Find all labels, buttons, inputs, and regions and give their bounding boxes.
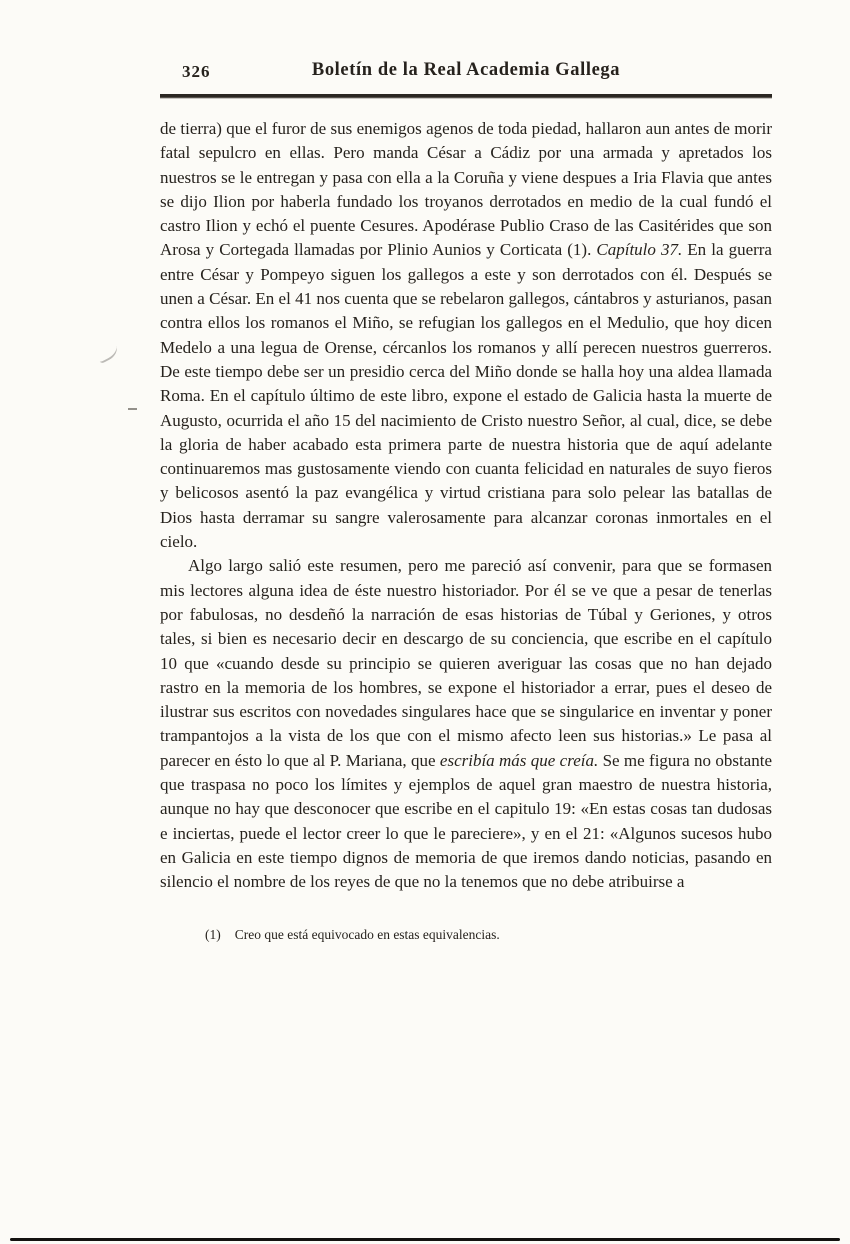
header-rule xyxy=(160,94,772,98)
body-text xyxy=(160,117,772,895)
running-title: Boletín de la Real Academia Gallega xyxy=(311,59,621,81)
text-run: En la guerra entre César y Pompeyo siguen los gallegos a este y son derrotados con él. Después se unen a César. En el 41 nos cuenta que se rebelaron gallegos, cántabros y asturianos, pasan contra ellos los romanos el Miño, se refugian los gallegos en el Medulio, que hoy dicen Medelo a una legua de Orense, cércanlos los romanos y allí perecen nuestros guerreros. De este tiempo debe ser un presidio cerca del Miño donde se halla hoy una aldea llamada Roma. En el capítulo último de este libro, expone el estado de Galicia hasta la muerte de Augusto, ocurrida el año 15 del nacimiento de Cristo nuestro Señor, al cual, dice, se debe la gloria de haber acabado esta primera parte de nuestra historia que de aquí adelante continuaremos mas gustosamente viendo con cuanta felicidad en naturales de suyo fieros y belicosos asentó la paz evangélica y virtud cristiana para solo pelear las batallas de Dios hasta derramar su sangre valerosamente para alcanzar coronas inmortales en el cielo. xyxy=(160,240,772,552)
footnote-marker: (1) xyxy=(205,926,221,942)
text-run: Se me figura no obstante que traspasa no poco los límites y ejemplos de aquel gran maestro de nuestra historia, aunque no hay que desconocer que escribe en el capitulo 19: «En estas cosas tan dudosas e inciertas, puede el lector creer lo que le pareciere», y en el 21: «Algunos sucesos hubo en Galicia en este tiempo dignos de memoria de que iremos dando noticias, pasando en silencio el nombre de los reyes de que no la tenemos que no debe atribuirse a xyxy=(160,750,772,892)
footnote xyxy=(160,926,772,944)
italic-text: escribía más que creía. xyxy=(439,750,599,770)
scan-artifact xyxy=(94,340,121,364)
scan-artifact xyxy=(128,408,137,410)
italic-text: Capítulo 37. xyxy=(596,240,683,260)
scan-edge xyxy=(10,1238,840,1241)
page-number: 326 xyxy=(182,62,211,81)
text-column xyxy=(160,60,772,944)
paragraph xyxy=(160,117,772,554)
footnote-text: Creo que está equivocado en estas equivalencias. xyxy=(234,926,500,942)
text-run: Algo largo salió este resumen, pero me pareció así convenir, para que se formasen mis lectores alguna idea de éste nuestro historiador. Por él se ve que a pesar de tenerlas por fabulosas, no desdeñó la narración de esas historias de Túbal y Geriones, y otros tales, si bien es necesario decir en descargo de su conciencia, que escribe en el capítulo 10 que «cuando desde su principio se quieren averiguar las cosas que no han dejado rastro en la memoria de los hombres, se expone el historiador a errar, pues el deseo de ilustrar sus escritos con novedades singulares hace que se singularice en inventar y poner trampantojos a la vista de los que con el mismo afecto leen sus historias.» Le pasa al parecer en ésto lo que al P. Mariana, que xyxy=(160,556,772,770)
paragraph xyxy=(160,554,772,894)
text-run: de tierra) que el furor de sus enemigos agenos de toda piedad, hallaron aun antes de morir fatal sepulcro en ellas. Pero manda César a Cádiz por una armada y apretados los nuestros se le entregan y pasa con ella a la Coruña y viene despues a Iria Flavia que antes se dijo Ilion por haberla fundado los troyanos derrotados en medio de la cual fundó el castro Ilion y echó el puente Cesures. Apodérase Publio Craso de las Casitérides que son Arosa y Cortegada llamadas por Plinio Aunios y Corticata (1). xyxy=(160,119,772,260)
page-header xyxy=(160,60,772,88)
